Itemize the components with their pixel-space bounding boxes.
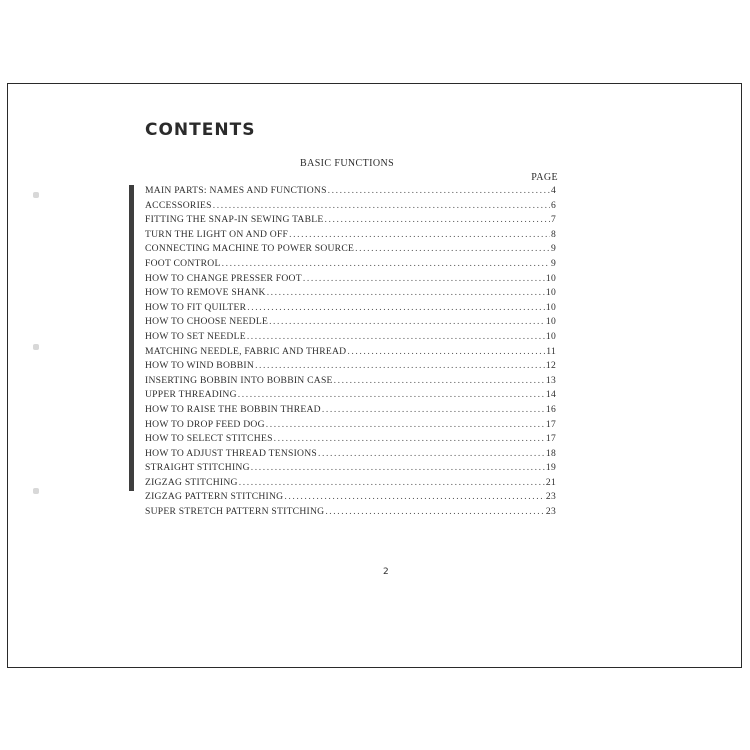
toc-entry[interactable] xyxy=(145,404,556,419)
toc-entry[interactable] xyxy=(145,389,556,404)
section-heading: BASIC FUNCTIONS xyxy=(300,158,395,169)
toc-entry-page: 6 xyxy=(550,199,556,211)
toc-entry-page: 8 xyxy=(550,228,556,240)
toc-entry-page: 9 xyxy=(550,257,556,269)
toc-entry-page: 9 xyxy=(550,243,556,255)
toc-entry-page: 14 xyxy=(545,389,556,401)
dot-leader xyxy=(274,433,545,444)
toc-entry-title: ZIGZAG PATTERN STITCHING xyxy=(145,491,284,503)
toc-entry[interactable] xyxy=(145,462,556,477)
page-number: 2 xyxy=(383,567,389,577)
dot-leader xyxy=(303,273,545,284)
toc-entry[interactable] xyxy=(145,273,556,288)
toc-entry[interactable] xyxy=(145,185,556,200)
toc-entry-page: 19 xyxy=(545,462,556,474)
toc-entry-page: 10 xyxy=(545,330,556,342)
toc-entry[interactable] xyxy=(145,360,556,375)
toc-entry-page: 7 xyxy=(550,214,556,226)
dot-leader xyxy=(269,316,545,327)
toc-entry[interactable] xyxy=(145,331,556,346)
toc-entry-title: HOW TO ADJUST THREAD TENSIONS xyxy=(145,447,317,459)
scan-speck xyxy=(33,344,39,350)
dot-leader xyxy=(334,375,545,386)
toc-entry-title: SUPER STRETCH PATTERN STITCHING xyxy=(145,506,325,518)
toc-entry[interactable] xyxy=(145,433,556,448)
toc-entry-title: HOW TO CHOOSE NEEDLE xyxy=(145,316,269,328)
toc-entry-title: MATCHING NEEDLE, FABRIC AND THREAD xyxy=(145,345,347,357)
toc-entry-page: 17 xyxy=(545,433,556,445)
toc-entry[interactable] xyxy=(145,200,556,215)
toc-entry[interactable] xyxy=(145,316,556,331)
toc-entry[interactable] xyxy=(145,448,556,463)
toc-entry[interactable] xyxy=(145,375,556,390)
toc-entry-page: 23 xyxy=(545,491,556,503)
toc-entry[interactable] xyxy=(145,419,556,434)
scan-speck xyxy=(33,488,39,494)
toc-entry-title: MAIN PARTS: NAMES AND FUNCTIONS xyxy=(145,185,327,196)
dot-leader xyxy=(239,477,545,488)
toc-entry[interactable] xyxy=(145,346,556,361)
toc-entry-title: HOW TO REMOVE SHANK xyxy=(145,287,266,299)
toc-entry-title: HOW TO DROP FEED DOG xyxy=(145,418,265,430)
toc-entry-page: 16 xyxy=(545,403,556,415)
dot-leader xyxy=(247,302,545,313)
toc-entry-page: 17 xyxy=(545,418,556,430)
toc-entry[interactable] xyxy=(145,214,556,229)
toc-entry-title: TURN THE LIGHT ON AND OFF xyxy=(145,228,289,240)
toc-entry-page: 11 xyxy=(546,345,556,357)
toc-entry-title: UPPER THREADING xyxy=(145,389,237,401)
dot-leader xyxy=(255,360,545,371)
toc-entry-page: 13 xyxy=(545,374,556,386)
toc-entry[interactable] xyxy=(145,287,556,302)
dot-leader xyxy=(325,506,545,517)
toc-entry-page: 12 xyxy=(545,360,556,372)
toc-entry-page: 4 xyxy=(550,185,556,196)
toc-entry-title: HOW TO RAISE THE BOBBIN THREAD xyxy=(145,403,321,415)
toc-entry[interactable] xyxy=(145,302,556,317)
dot-leader xyxy=(347,346,545,357)
toc-entry[interactable] xyxy=(145,491,556,506)
contents-title: CONTENTS xyxy=(145,120,256,140)
toc-entry[interactable] xyxy=(145,229,556,244)
dot-leader xyxy=(322,404,545,415)
dot-leader xyxy=(289,229,550,240)
dot-leader xyxy=(284,491,545,502)
toc-entry-title: ZIGZAG STITCHING xyxy=(145,476,238,488)
toc-entry[interactable] xyxy=(145,506,556,521)
toc-entry[interactable] xyxy=(145,477,556,492)
toc-entry-title: HOW TO FIT QUILTER xyxy=(145,301,247,313)
dot-leader xyxy=(266,419,545,430)
dot-leader xyxy=(222,258,550,269)
dot-leader xyxy=(355,243,550,254)
toc-entry-title: FITTING THE SNAP-IN SEWING TABLE xyxy=(145,214,324,226)
toc-entry-page: 10 xyxy=(545,301,556,313)
toc-entry-page: 23 xyxy=(545,506,556,518)
dot-leader xyxy=(325,214,550,225)
dot-leader xyxy=(238,389,545,400)
toc-entry[interactable] xyxy=(145,258,556,273)
toc-entry-page: 18 xyxy=(545,447,556,459)
dot-leader xyxy=(213,200,550,211)
toc-entry[interactable] xyxy=(145,243,556,258)
dot-leader xyxy=(247,331,545,342)
toc-entry-page: 10 xyxy=(545,287,556,299)
dot-leader xyxy=(328,185,550,196)
toc-entry-title: HOW TO CHANGE PRESSER FOOT xyxy=(145,272,302,284)
table-of-contents xyxy=(145,185,556,521)
toc-margin-bar xyxy=(129,185,134,491)
scan-speck xyxy=(33,192,39,198)
toc-entry-title: HOW TO SET NEEDLE xyxy=(145,330,246,342)
toc-entry-title: ACCESSORIES xyxy=(145,199,212,211)
dot-leader xyxy=(318,448,545,459)
page-column-header: PAGE xyxy=(531,172,558,183)
toc-entry-title: CONNECTING MACHINE TO POWER SOURCE xyxy=(145,243,355,255)
toc-entry-title: FOOT CONTROL xyxy=(145,257,221,269)
toc-entry-title: HOW TO SELECT STITCHES xyxy=(145,433,273,445)
toc-entry-page: 10 xyxy=(545,272,556,284)
toc-entry-title: STRAIGHT STITCHING xyxy=(145,462,250,474)
toc-entry-page: 10 xyxy=(545,316,556,328)
toc-entry-page: 21 xyxy=(545,476,556,488)
toc-entry-title: HOW TO WIND BOBBIN xyxy=(145,360,255,372)
dot-leader xyxy=(267,287,545,298)
dot-leader xyxy=(251,462,545,473)
toc-entry-title: INSERTING BOBBIN INTO BOBBIN CASE xyxy=(145,374,333,386)
